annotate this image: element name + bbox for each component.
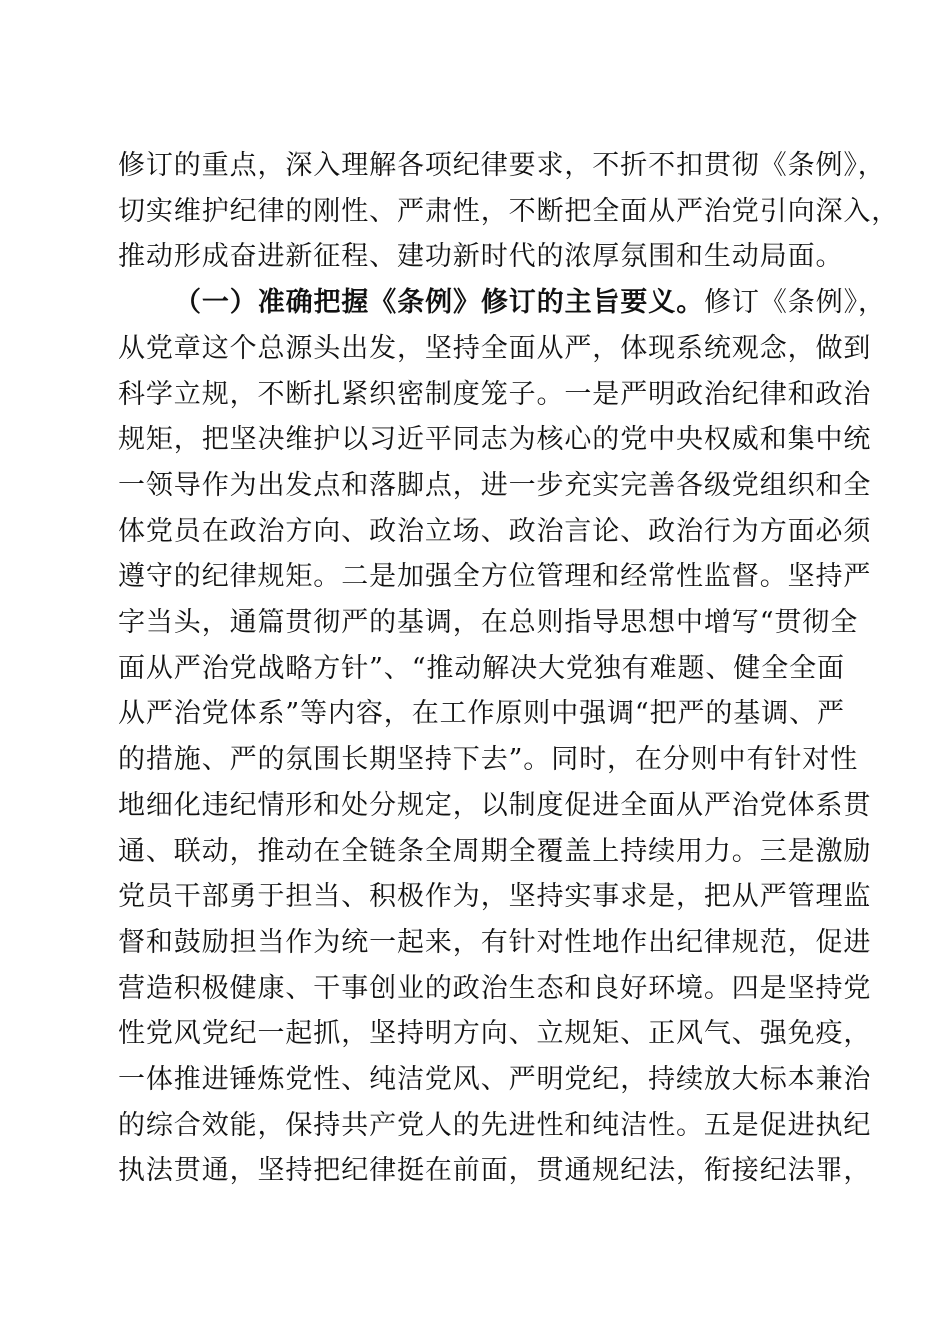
text-line: 通、联动，推动在全链条全周期全覆盖上持续用力。三是激励 — [118, 835, 872, 867]
text-line: 一体推进锤炼党性、纯洁党风、严明党纪，持续放大标本兼治 — [118, 1064, 872, 1096]
text-line: 督和鼓励担当作为统一起来，有针对性地作出纪律规范，促进 — [118, 926, 872, 958]
text-line: 从严治党体系”等内容，在工作原则中强调“把严的基调、严 — [118, 698, 845, 730]
text-line: 规矩，把坚决维护以习近平同志为核心的党中央权威和集中统 — [118, 424, 872, 456]
text-line: 一领导作为出发点和落脚点，进一步充实完善各级党组织和全 — [118, 469, 872, 501]
text-line — [118, 280, 886, 326]
text-line: 体党员在政治方向、政治立场、政治言论、政治行为方面必须 — [118, 515, 872, 547]
text-line: 面从严治党战略方针”、“推动解决大党独有难题、健全全面 — [118, 652, 845, 684]
text-line: 推动形成奋进新征程、建功新时代的浓厚氛围和生动局面。 — [118, 241, 844, 273]
paragraph-1 — [118, 143, 900, 280]
text-line: 字当头，通篇贯彻严的基调，在总则指导思想中增写“贯彻全 — [118, 607, 859, 639]
text-line: 地细化违纪情形和处分规定，以制度促进全面从严治党体系贯 — [118, 789, 872, 821]
paragraph-2 — [118, 280, 886, 1194]
section-heading: （一）准确把握《条例》修订的主旨要义。 — [174, 287, 705, 319]
text-line: 从党章这个总源头出发，坚持全面从严，体现系统观念，做到 — [118, 332, 872, 364]
text-line: 遵守的纪律规矩。二是加强全方位管理和经常性监督。坚持严 — [118, 561, 872, 593]
document-body — [118, 143, 900, 1194]
text-line: 修订的重点，深入理解各项纪律要求，不折不扣贯彻《条例》， — [118, 150, 886, 181]
text-line: 的综合效能，保持共产党人的先进性和纯洁性。五是促进执纪 — [118, 1109, 872, 1141]
text-line: 的措施、严的氛围长期坚持下去”。同时，在分则中有针对性 — [118, 744, 859, 776]
text-line: 执法贯通，坚持把纪律挺在前面，贯通规纪法，衔接纪法罪， — [118, 1155, 872, 1187]
text-line: 营造积极健康、干事创业的政治生态和良好环境。四是坚持党 — [118, 972, 872, 1004]
text-line: 切实维护纪律的刚性、严肃性，不断把全面从严治党引向深入， — [118, 195, 900, 227]
text-line: 党员干部勇于担当、积极作为，坚持实事求是，把从严管理监 — [118, 881, 872, 913]
heading-line-rest: 修订《条例》， — [704, 287, 886, 319]
text-line: 性党风党纪一起抓，坚持明方向、立规矩、正风气、强免疫， — [118, 1018, 872, 1050]
text-line: 科学立规，不断扎紧织密制度笼子。一是严明政治纪律和政治 — [118, 378, 872, 410]
